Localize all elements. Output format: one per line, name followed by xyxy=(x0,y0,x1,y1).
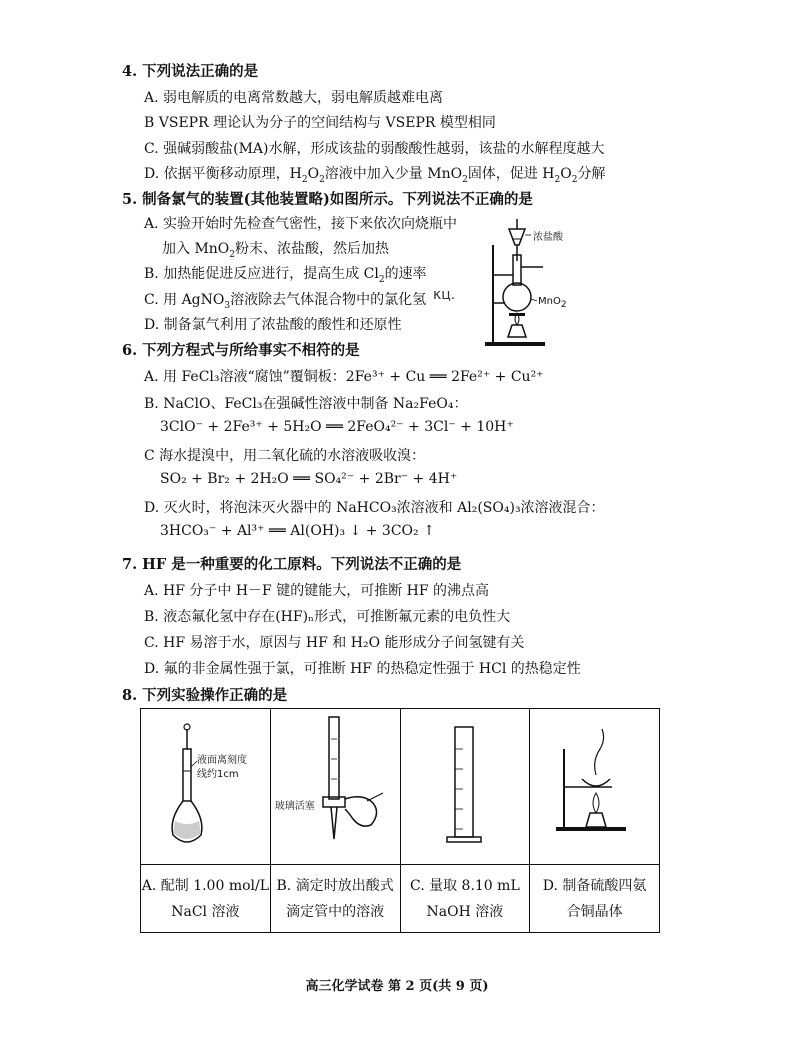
round-flask xyxy=(503,283,531,311)
q4-option-b: B VSEPR 理论认为分子的空间结构与 VSEPR 模型相同 xyxy=(144,115,496,131)
cell-figure-a xyxy=(141,709,271,865)
q5-option-a-line1: A. 实验开始时先检查气密性，接下来依次向烧瓶中 xyxy=(144,216,458,232)
q7-option-a: A. HF 分子中 H－F 键的键能大，可推断 HF 的沸点高 xyxy=(144,583,490,599)
cell-figure-b xyxy=(270,709,400,865)
q6-option-b: B. NaClO、FeCl₃在强碱性溶液中制备 Na₂FeO₄： xyxy=(144,396,468,412)
hand xyxy=(345,797,377,826)
label-glass-stopcock: 玻璃活塞 xyxy=(274,801,315,812)
evaporating-dish xyxy=(582,779,610,786)
burette-tube xyxy=(329,717,339,799)
q8-stem: 8. 下列实验操作正确的是 xyxy=(122,687,288,704)
glass-rod xyxy=(595,729,604,775)
q7-option-c: C. HF 易溶于水，原因与 HF 和 H₂O 能形成分子间氢键有关 xyxy=(144,635,525,651)
volumetric-flask-figure xyxy=(141,709,269,864)
label-liquid-level-2: 线约1cm xyxy=(197,769,239,780)
q5-option-d: D. 制备氯气利用了浓盐酸的酸性和还原性 xyxy=(144,317,402,333)
page-footer: 高三化学试卷 第 2 页(共 9 页) xyxy=(305,979,489,994)
q7-option-d: D. 氟的非金属性强于氯，可推断 HF 的热稳定性强于 HCl 的热稳定性 xyxy=(144,661,581,677)
label-conc-hcl: 浓盐酸 xyxy=(533,232,563,243)
flask-neck xyxy=(183,749,191,801)
evaporation-setup-figure xyxy=(530,709,658,864)
q4-stem: 4. 下列说法正确的是 xyxy=(122,63,259,80)
handwritten-note: κц. xyxy=(433,287,456,303)
q6-stem: 6. 下列方程式与所给事实不相符的是 xyxy=(122,342,360,359)
q6-option-d-equation: 3HCO₃⁻ + Al³⁺ ══ Al(OH)₃ ↓ + 3CO₂ ↑ xyxy=(160,523,435,539)
cylinder-base xyxy=(447,837,481,842)
q5-option-b: B. 加热能促进反应进行，提高生成 $Cl_2$的速率 xyxy=(144,266,427,285)
alcohol-lamp xyxy=(508,325,526,337)
burette-figure xyxy=(271,709,399,864)
graduated-cylinder-figure xyxy=(401,709,529,864)
alcohol-lamp xyxy=(586,813,606,827)
q5-option-c: C. 用 AgNO$_3$溶液除去气体混合物中的氯化氢 xyxy=(144,292,427,311)
q7-option-b: B. 液态氟化氢中存在(HF)ₙ形式，可推断氟元素的电负性大 xyxy=(144,609,511,625)
q4-option-a: A. 弱电解质的电离常数越大，弱电解质越难电离 xyxy=(144,90,444,106)
cell-figure-d xyxy=(530,709,660,865)
caption-a: A. 配制 1.00 mol/L NaCl 溶液 xyxy=(141,865,271,933)
q6-option-a: A. 用 FeCl₃溶液“腐蚀”覆铜板：2Fe³⁺ + Cu ══ 2Fe²⁺ + Cu²⁺ xyxy=(144,369,544,385)
q6-option-b-equation: 3ClO⁻ + 2Fe³⁺ + 5H₂O ══ 2FeO₄²⁻ + 3Cl⁻ + 10H⁺ xyxy=(160,419,514,435)
caption-d: D. 制备硫酸四氨 合铜晶体 xyxy=(530,865,660,933)
cylinder-body xyxy=(455,727,473,837)
q5-option-a-line2: 加入 MnO$_2$粉末、浓盐酸，然后加热 xyxy=(162,241,390,260)
q5-stem: 5. 制备氯气的装置(其他装置略)如图所示。下列说法不正确的是 xyxy=(122,191,533,208)
dropping-funnel xyxy=(509,229,525,245)
q6-option-d: D. 灭火时，将泡沫灭火器中的 NaHCO₃浓溶液和 Al₂(SO₄)₃浓溶液混合： xyxy=(144,500,605,516)
q6-option-c-equation: SO₂ + Br₂ + 2H₂O ══ SO₄²⁻ + 2Br⁻ + 4H⁺ xyxy=(160,471,458,487)
q4-option-c: C. 强碱弱酸盐(MA)水解，形成该盐的弱酸酸性越弱，该盐的水解程度越大 xyxy=(144,141,605,157)
q4-option-d: D. 依据平衡移动原理，$H_2O_2$溶液中加入少量 MnO$_2$固体，促进 $H_2O_2$分解 xyxy=(144,166,606,185)
q7-stem: 7. HF 是一种重要的化工原料。下列说法不正确的是 xyxy=(122,556,462,573)
label-liquid-level: 液面离刻度 xyxy=(197,755,247,766)
caption-b: B. 滴定时放出酸式 滴定管中的溶液 xyxy=(270,865,400,933)
experiment-table xyxy=(140,708,660,933)
cell-figure-c xyxy=(400,709,530,865)
q6-option-c: C 海水提溴中，用二氧化硫的水溶液吸收溴： xyxy=(144,448,426,464)
chlorine-apparatus-diagram xyxy=(475,215,585,350)
stand-base xyxy=(485,342,545,346)
label-mno2: MnO$_2$ xyxy=(538,296,567,310)
caption-c: C. 量取 8.10 mL NaOH 溶液 xyxy=(400,865,530,933)
